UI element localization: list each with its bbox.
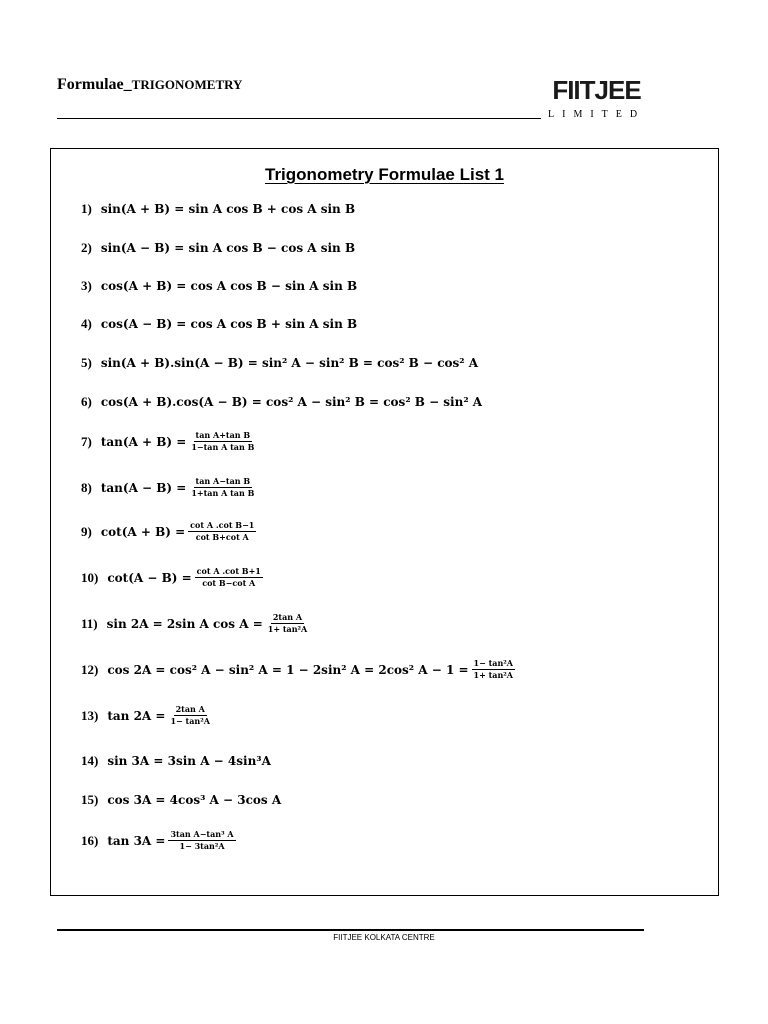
formula-1: 1) sin(A + B) = sin A cos B + cos A sin B (81, 201, 356, 216)
formula-box (50, 148, 719, 896)
fiitjee-logo (548, 76, 645, 104)
fraction: $\frac{\text{cot A .cot B+1}}{\text{cot B−cot A}}$ (196, 566, 261, 589)
formula-list-title: Trigonometry Formulae List 1 (265, 165, 504, 184)
formula-15: 15) cos 3A = 4cos³ A − 3cos A (81, 792, 282, 807)
formula-11: 11) sin 2A = 2sin A cos A = $\frac{\text{2tan A}}{\text{1+ tan²A}}$ (81, 612, 308, 635)
fraction: $\frac{\text{2tan A}}{\text{1− tan²A}}$ (170, 704, 210, 727)
formula-6: 6) cos(A + B).cos(A − B) = cos² A − sin² B = cos² B − sin² A (81, 394, 483, 409)
formula-7: 7) tan(A + B) = $\frac{\text{tan A+tan B}}{\text{1−tan A tan B}}$ (81, 430, 255, 453)
logo-text: FIITJEE (552, 76, 641, 104)
formula-13: 13) tan 2A = $\frac{\text{2tan A}}{\text{1− tan²A}}$ (81, 704, 210, 727)
footer-rule (57, 929, 644, 931)
fraction: $\frac{\text{1− tan²A}}{\text{1+ tan²A}}$ (473, 658, 513, 681)
fraction: $\frac{\text{3tan A−tan³ A}}{\text{1− 3tan²A}}$ (170, 829, 234, 852)
formula-5: 5) sin(A + B).sin(A − B) = sin² A − sin² B = cos² B − cos² A (81, 355, 479, 370)
formula-16: 16) tan 3A = $\frac{\text{3tan A−tan³ A}}{\text{1− 3tan²A}}$ (81, 829, 234, 852)
formula-12: 12) cos 2A = cos² A − sin² A = 1 − 2sin² A = 2cos² A − 1 = $\frac{\text{1− tan²A}}{\text{1+ tan²A}}$ (81, 658, 513, 681)
header-title-subject: TRIGONOMETRY (131, 77, 243, 92)
formula-10: 10) cot(A − B) = $\frac{\text{cot A .cot B+1}}{\text{cot B−cot A}}$ (81, 566, 261, 589)
formula-14: 14) sin 3A = 3sin A − 4sin³A (81, 753, 271, 768)
formula-2: 2) sin(A − B) = sin A cos B − cos A sin B (81, 240, 356, 255)
formula-4: 4) cos(A − B) = cos A cos B + sin A sin B (81, 316, 358, 331)
logo-subtitle: LIMITED (548, 109, 646, 120)
formula-9: 9) cot(A + B) = $\frac{\text{cot A .cot B−1}}{\text{cot B+cot A}}$ (81, 520, 255, 543)
formula-3: 3) cos(A + B) = cos A cos B − sin A sin B (81, 278, 358, 293)
fraction: $\frac{\text{cot A .cot B−1}}{\text{cot B+cot A}}$ (190, 520, 255, 543)
footer-text: FIITJEE KOLKATA CENTRE (333, 933, 435, 942)
header-rule (57, 118, 541, 119)
document-header-title (57, 76, 242, 94)
header-title-main: Formulae_ (57, 76, 132, 93)
fraction: $\frac{\text{tan A−tan B}}{\text{1+tan A tan B}}$ (191, 476, 255, 499)
formula-8: 8) tan(A − B) = $\frac{\text{tan A−tan B}}{\text{1+tan A tan B}}$ (81, 476, 255, 499)
fraction: $\frac{\text{2tan A}}{\text{1+ tan²A}}$ (267, 612, 308, 635)
fraction: $\frac{\text{tan A+tan B}}{\text{1−tan A tan B}}$ (191, 430, 255, 453)
